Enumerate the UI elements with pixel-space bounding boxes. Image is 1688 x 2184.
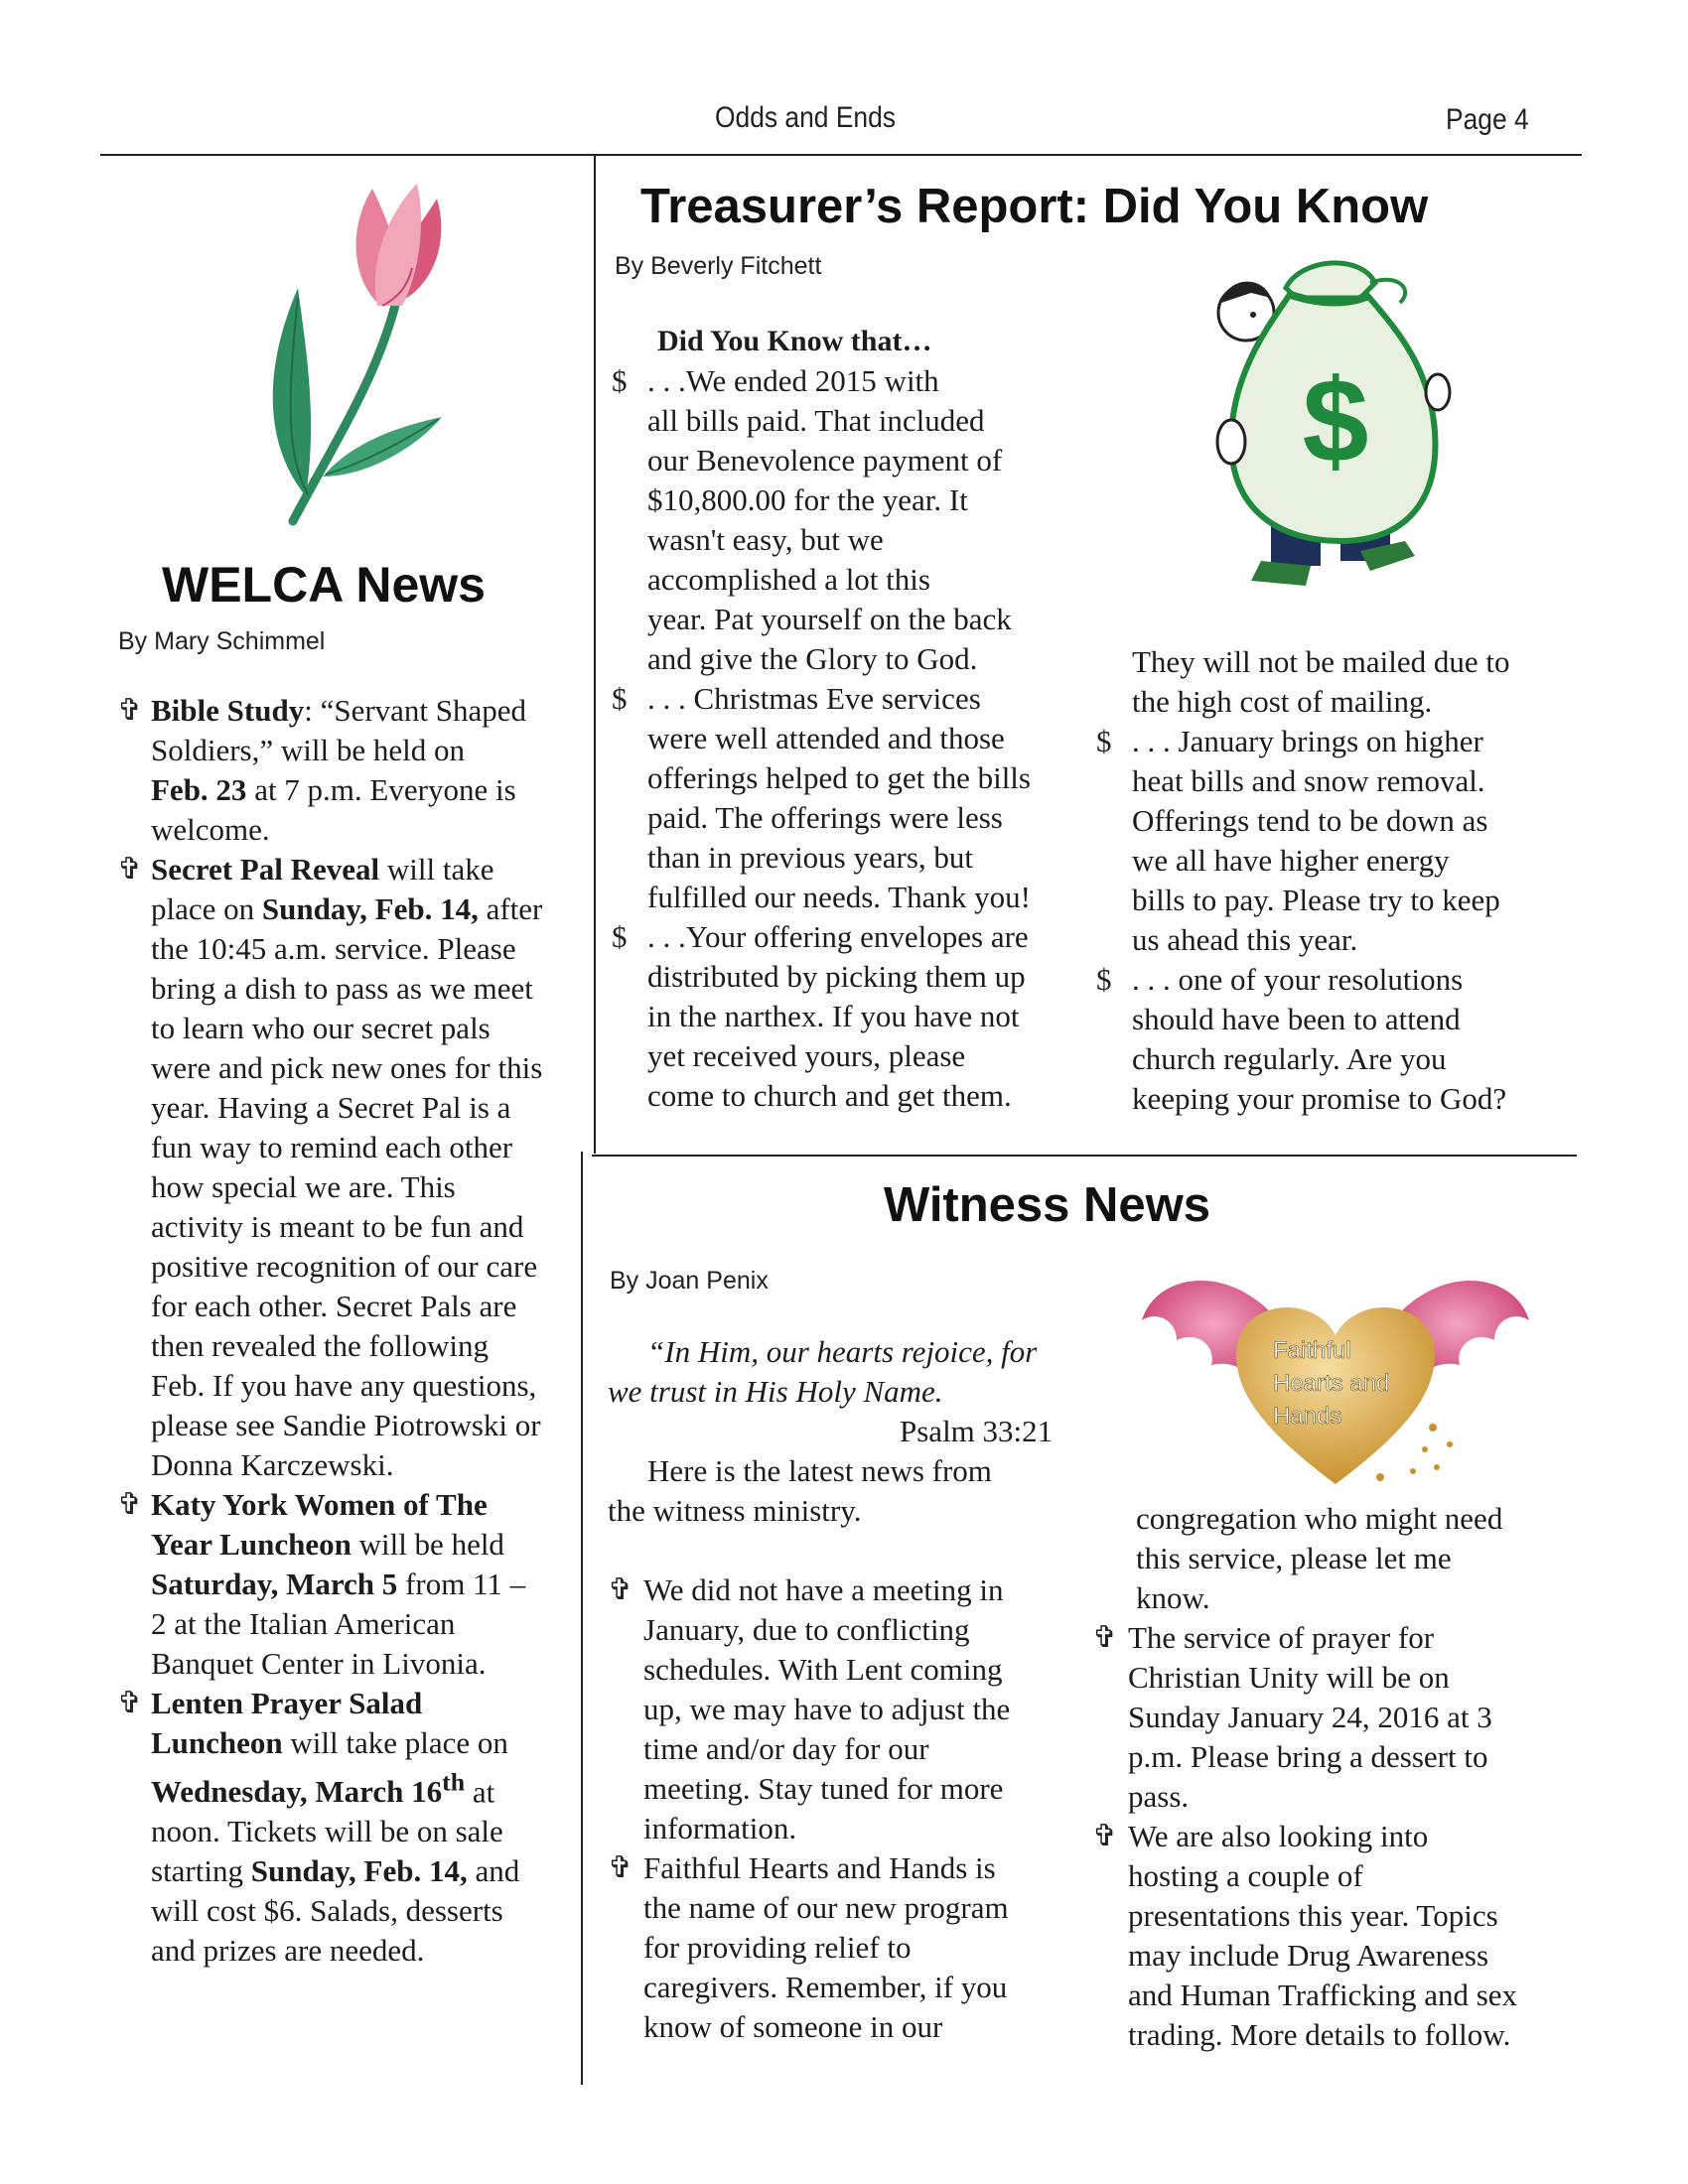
treasurer-column-1 <box>612 361 1068 1116</box>
treasurer-line: year. Pat yourself on the back <box>647 602 1012 636</box>
quote-line: we trust in His Holy Name. <box>608 1374 943 1409</box>
treasurer-intro: Did You Know that… <box>657 325 932 357</box>
welca-item <box>117 691 584 850</box>
witness-intro <box>608 1451 1074 1531</box>
welca-line: Saturday, March 5 from 11 – <box>151 1567 526 1601</box>
witness-line: congregation who might need <box>1136 1501 1503 1536</box>
treasurer-item <box>612 361 1068 679</box>
treasurer-line: wasn't easy, but we <box>647 522 884 557</box>
witness-line: January, due to conflicting <box>643 1612 970 1647</box>
welca-title: WELCA News <box>162 557 486 613</box>
witness-line: up, we may have to adjust the <box>643 1692 1011 1726</box>
witness-line: Christian Unity will be on <box>1128 1660 1450 1695</box>
welca-line: will cost $6. Salads, desserts <box>151 1893 503 1929</box>
welca-line: and prizes are needed. <box>151 1933 425 1969</box>
welca-line: for each other. Secret Pals are <box>151 1289 517 1323</box>
witness-line: the name of our new program <box>643 1890 1009 1925</box>
logo-line-1: Faithful <box>1273 1337 1351 1364</box>
welca-line: then revealed the following <box>151 1328 490 1363</box>
treasurer-line: in the narthex. If you have not <box>647 999 1020 1033</box>
witness-line: and Human Trafficking and sex <box>1128 1978 1518 2012</box>
treasurer-line: They will not be mailed due to <box>1132 644 1510 679</box>
witness-column-1 <box>608 1570 1074 2047</box>
treasurer-title: Treasurer’s Report: Did You Know <box>640 180 1429 233</box>
welca-line: Feb. If you have any questions, <box>151 1368 537 1403</box>
treasurer-line: heat bills and snow removal. <box>1132 763 1485 798</box>
treasurer-line: our Benevolence payment of <box>647 443 1003 478</box>
witness-line: presentations this year. Topics <box>1128 1898 1498 1933</box>
header-rule <box>100 154 1582 156</box>
treasurer-line: accomplished a lot this <box>647 562 930 597</box>
treasurer-byline: By Beverly Fitchett <box>615 252 822 280</box>
welca-line: Donna Karczewski. <box>151 1447 394 1482</box>
witness-line: p.m. Please bring a dessert to <box>1128 1739 1488 1774</box>
witness-byline: By Joan Penix <box>610 1267 769 1295</box>
treasurer-line: we all have higher energy <box>1132 843 1450 878</box>
dollar-bullet-icon: $ <box>612 919 628 954</box>
treasurer-item <box>1096 722 1563 960</box>
intro-line: Here is the latest news from <box>647 1453 992 1488</box>
logo-line-2: Hearts and <box>1273 1370 1390 1397</box>
treasurer-line: come to church and get them. <box>647 1078 1012 1113</box>
welca-line: Secret Pal Reveal will take <box>151 852 494 887</box>
treasurer-line: were well attended and those <box>647 721 1005 755</box>
welca-line: were and pick new ones for this <box>151 1050 543 1085</box>
witness-item <box>608 1848 1074 2047</box>
treasurer-item <box>1096 960 1563 1119</box>
treasurer-line: keeping your promise to God? <box>1132 1081 1507 1116</box>
welca-list <box>117 691 584 1971</box>
treasurer-line: offerings helped to get the bills <box>647 760 1031 795</box>
welca-item <box>117 1485 584 1684</box>
treasurer-line: paid. The offerings were less <box>647 800 1003 835</box>
section-divider-rule <box>592 1155 1577 1157</box>
witness-line: know of someone in our <box>643 2009 943 2044</box>
welca-line: Katy York Women of The <box>151 1487 488 1522</box>
witness-line: The service of prayer for <box>1128 1620 1435 1655</box>
cross-bullet-icon: ✞ <box>1092 1621 1118 1654</box>
witness-line: meeting. Stay tuned for more <box>643 1771 1004 1806</box>
witness-line: pass. <box>1128 1779 1190 1814</box>
dollar-bullet-icon: $ <box>612 681 628 716</box>
witness-line: time and/or day for our <box>643 1731 929 1766</box>
tulip-illustration <box>228 179 467 536</box>
welca-line: Soldiers,” will be held on <box>151 733 465 767</box>
treasurer-line: Offerings tend to be down as <box>1132 803 1488 838</box>
welca-line: to learn who our secret pals <box>151 1011 491 1045</box>
welca-line: Bible Study: “Servant Shaped <box>151 693 527 728</box>
witness-line: for providing relief to <box>643 1930 912 1965</box>
treasurer-item <box>612 917 1068 1116</box>
treasurer-line: yet received yours, please <box>647 1038 966 1073</box>
welca-line: 2 at the Italian American <box>151 1606 456 1641</box>
witness-item <box>608 1570 1074 1848</box>
witness-citation: Psalm 33:21 <box>900 1414 1054 1448</box>
cross-bullet-icon: ✞ <box>608 1851 633 1884</box>
witness-column-2-continued <box>1136 1499 1573 1618</box>
treasurer-line: the high cost of mailing. <box>1132 684 1433 719</box>
welca-line: year. Having a Secret Pal is a <box>151 1090 511 1125</box>
treasurer-line: and give the Glory to God. <box>647 641 978 676</box>
witness-title: Witness News <box>884 1178 1211 1232</box>
witness-line: information. <box>643 1811 797 1845</box>
welca-byline: By Mary Schimmel <box>118 627 326 655</box>
treasurer-column-2-continued <box>1132 642 1569 722</box>
intro-line: the witness ministry. <box>608 1493 862 1528</box>
page-number: Page 4 <box>1446 103 1529 136</box>
treasurer-line: bills to pay. Please try to keep <box>1132 883 1500 917</box>
witness-column-2 <box>1092 1618 1569 2055</box>
treasurer-item <box>612 679 1068 917</box>
welca-line: fun way to remind each other <box>151 1130 513 1164</box>
dollar-bullet-icon: $ <box>1096 724 1112 758</box>
witness-line: caregivers. Remember, if you <box>643 1970 1008 2004</box>
treasurer-line: . . . Christmas Eve services <box>647 681 981 716</box>
dollar-bullet-icon: $ <box>612 363 628 398</box>
welca-line: noon. Tickets will be on sale <box>151 1814 503 1849</box>
welca-line: positive recognition of our care <box>151 1249 538 1284</box>
treasurer-line: should have been to attend <box>1132 1002 1461 1036</box>
treasurer-line: fulfilled our needs. Thank you! <box>647 880 1031 914</box>
svg-text:$: $ <box>1302 354 1369 487</box>
witness-line: We are also looking into <box>1128 1819 1429 1853</box>
dollar-bullet-icon: $ <box>1096 962 1112 997</box>
witness-line: We did not have a meeting in <box>643 1572 1004 1607</box>
faithful-hearts-logo <box>1137 1251 1534 1489</box>
cross-bullet-icon: ✞ <box>117 694 143 727</box>
welca-line: how special we are. This <box>151 1169 456 1204</box>
treasurer-line: than in previous years, but <box>647 840 974 875</box>
witness-line: schedules. With Lent coming <box>643 1652 1003 1687</box>
witness-item <box>1092 1618 1569 1817</box>
treasurer-line: all bills paid. That included <box>647 403 985 438</box>
quote-line: “In Him, our hearts rejoice, for <box>647 1334 1038 1369</box>
running-header-title: Odds and Ends <box>715 101 896 134</box>
welca-line: activity is meant to be fun and <box>151 1209 524 1244</box>
cross-bullet-icon: ✞ <box>608 1573 633 1606</box>
welca-line: Luncheon will take place on <box>151 1725 508 1760</box>
treasurer-line: distributed by picking them up <box>647 959 1026 994</box>
welca-line: Lenten Prayer Salad <box>151 1686 423 1720</box>
welca-line: place on Sunday, Feb. 14, after <box>151 891 543 926</box>
cross-bullet-icon: ✞ <box>117 853 143 886</box>
welca-item <box>117 850 584 1485</box>
logo-line-3: Hands <box>1273 1403 1342 1430</box>
treasurer-line: . . . January brings on higher <box>1132 724 1483 758</box>
column-divider-top <box>594 156 596 1154</box>
treasurer-column-2 <box>1096 722 1563 1119</box>
treasurer-line: . . .We ended 2015 with <box>647 363 939 398</box>
welca-line: starting Sunday, Feb. 14, and <box>151 1853 520 1889</box>
welca-line: the 10:45 a.m. service. Please <box>151 931 516 966</box>
cross-bullet-icon: ✞ <box>117 1687 143 1719</box>
welca-line: Year Luncheon will be held <box>151 1527 504 1562</box>
witness-line: trading. More details to follow. <box>1128 2017 1511 2052</box>
welca-line: Feb. 23 at 7 p.m. Everyone is <box>151 772 516 807</box>
witness-item <box>1092 1817 1569 2055</box>
cross-bullet-icon: ✞ <box>117 1488 143 1521</box>
witness-line: Sunday January 24, 2016 at 3 <box>1128 1700 1492 1734</box>
treasurer-line: . . .Your offering envelopes are <box>647 919 1029 954</box>
witness-quote <box>608 1332 1074 1412</box>
welca-line: bring a dish to pass as we meet <box>151 971 533 1006</box>
witness-line: this service, please let me <box>1136 1541 1452 1575</box>
welca-line: Banquet Center in Livonia. <box>151 1646 487 1681</box>
treasurer-line: $10,800.00 for the year. It <box>647 482 968 517</box>
witness-line: know. <box>1136 1580 1210 1615</box>
cross-bullet-icon: ✞ <box>1092 1820 1118 1852</box>
welca-line: Wednesday, March 16th at <box>151 1768 495 1810</box>
witness-line: Faithful Hearts and Hands is <box>643 1850 996 1885</box>
treasurer-line: church regularly. Are you <box>1132 1041 1447 1076</box>
witness-line: hosting a couple of <box>1128 1858 1363 1893</box>
treasurer-line: . . . one of your resolutions <box>1132 962 1464 997</box>
welca-line: welcome. <box>151 812 270 847</box>
welca-line: please see Sandie Piotrowski or <box>151 1408 541 1442</box>
treasurer-line: us ahead this year. <box>1132 922 1358 957</box>
money-bag-illustration <box>1192 253 1460 601</box>
welca-item <box>117 1684 584 1971</box>
witness-line: may include Drug Awareness <box>1128 1938 1489 1973</box>
